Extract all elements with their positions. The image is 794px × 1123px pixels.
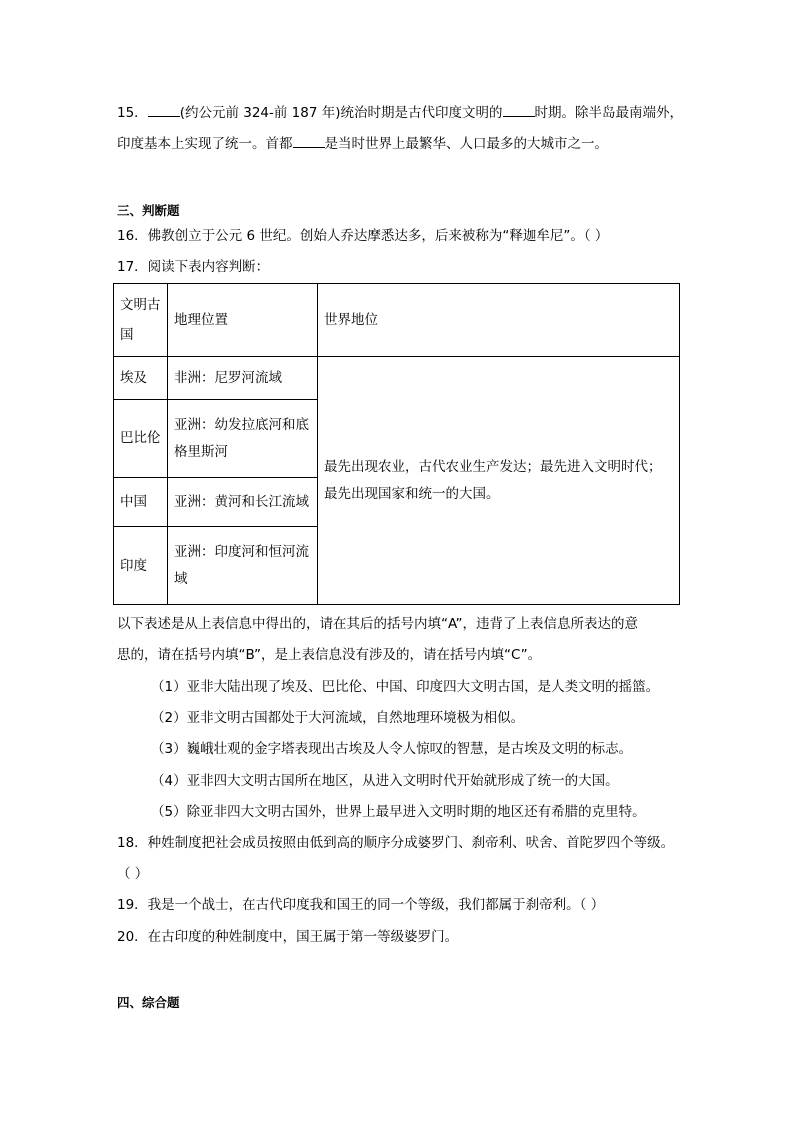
table-cell-country: 中国 [114,478,168,527]
table-cell-country: 巴比伦 [114,400,168,478]
table-row [114,357,680,400]
table-header-row [114,284,680,357]
statement-item: （5）除亚非四大文明古国外，世界上最早进入文明时期的地区还有希腊的克里特。 [151,804,646,820]
table-header-cell: 地理位置 [168,284,318,357]
table-cell-country: 印度 [114,527,168,605]
question-15-line1: 15． (约公元前 324-前 187 年)统治时期是古代印度文明的 时期。除半岛最南端外， [117,102,683,123]
instruction-line1: 以下表述是从上表信息中得出的，请在其后的括号内填“A”，违背了上表信息所表达的意 [117,616,639,632]
civilization-table [113,283,680,605]
table-cell-location: 亚洲：幼发拉底河和底格里斯河 [168,400,318,478]
statement-item: （4）亚非四大文明古国所在地区，从进入文明时代开始就形成了统一的大国。 [151,773,619,789]
table-cell-country: 埃及 [114,357,168,400]
answer-blank[interactable] [293,133,325,148]
statement-item: （2）亚非文明古国都处于大河流域，自然地理环境极为相似。 [151,710,525,726]
table-cell-location: 亚洲：黄河和长江流域 [168,478,318,527]
table-cell-location: 非洲：尼罗河流域 [168,357,318,400]
question-16: 16．佛教创立于公元 6 世纪。创始人乔达摩悉达多，后来被称为“释迦牟尼”。（ ） [117,228,609,244]
section-heading-judgment: 三、判断题 [117,203,180,218]
statement-item: （3）巍峨壮观的金字塔表现出古埃及人令人惊叹的智慧，是古埃及文明的标志。 [151,741,633,757]
question-17: 17．阅读下表内容判断： [117,259,270,275]
instruction-line2: 思的，请在括号内填“B”，是上表信息没有涉及的，请在括号内填“C”。 [117,647,542,663]
answer-blank[interactable] [148,102,180,117]
question-18: 18．种姓制度把社会成员按照由低到高的顺序分成婆罗门、刹帝利、吠舍、首陀罗四个等级。 [117,835,675,851]
question-15-line2: 印度基本上实现了统一。首都 是当时世界上最繁华、人口最多的大城市之一。 [117,133,608,154]
table-header-cell: 文明古国 [114,284,168,357]
section-heading-comprehensive: 四、综合题 [117,995,180,1010]
table-header-cell: 世界地位 [318,284,680,357]
table-cell-status: 最先出现农业，古代农业生产发达；最先进入文明时代；最先出现国家和统一的大国。 [318,357,680,605]
question-20: 20．在古印度的种姓制度中，国王属于第一等级婆罗门。 [117,929,459,945]
question-19: 19．我是一个战士，在古代印度我和国王的同一个等级，我们都属于刹帝利。（ ） [117,897,605,913]
question-18-bracket[interactable]: （ ） [117,866,149,882]
answer-blank[interactable] [503,102,535,117]
table-cell-location: 亚洲：印度河和恒河流域 [168,527,318,605]
statement-item: （1）亚非大陆出现了埃及、巴比伦、中国、印度四大文明古国，是人类文明的摇篮。 [151,679,660,695]
